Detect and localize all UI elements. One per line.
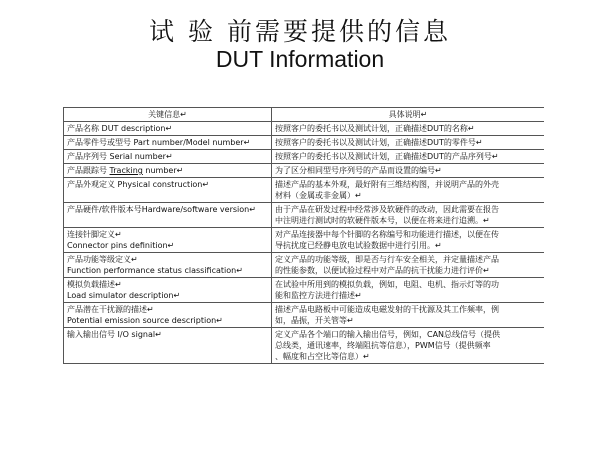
key-line: 输入输出信号 I/O signal↵ [67, 330, 162, 339]
key-line: 模拟负载描述↵ [67, 280, 122, 289]
key-line [67, 165, 268, 176]
dut-info-table [63, 107, 544, 364]
desc-line: 如，晶振，开关管等↵ [275, 316, 354, 325]
row-desc-cell [272, 228, 545, 253]
key-line: 连接针脚定义↵ [67, 230, 122, 239]
row-key-cell [64, 303, 272, 328]
row-desc-cell [272, 203, 545, 228]
page-subtitle: DUT Information [215, 46, 385, 72]
key-line: 产品零件号或型号 Part number/Model number↵ [67, 138, 251, 147]
key-suffix: number↵ [142, 166, 184, 175]
row-desc-cell [272, 122, 545, 136]
row-desc-cell [272, 328, 545, 364]
desc-line: 的性能参数，以便试验过程中对产品的抗干扰能力进行评价↵ [275, 266, 490, 275]
row-desc-cell [272, 150, 545, 164]
row-desc-cell [272, 303, 545, 328]
dut-info-table-container [63, 107, 544, 364]
desc-line: 总线类，通讯速率，终端阻抗等信息），PWM信号（提供频率 [275, 341, 491, 350]
desc-line: 对产品连接器中每个针脚的名称编号和功能进行描述，以便在传 [275, 230, 499, 239]
desc-line: 描述产品的基本外观，最好附有三维结构图，并说明产品的外壳 [275, 180, 499, 189]
row-desc-cell [272, 178, 545, 203]
row-key-cell [64, 150, 272, 164]
desc-line: 导抗扰度已经静电放电试验数据中进行引用。↵ [275, 241, 442, 250]
key-line: 产品功能等级定义↵ [67, 255, 138, 264]
header-description: 具体说明↵ [272, 108, 545, 122]
key-line: Function performance status classification↵ [67, 266, 243, 275]
desc-line: 、幅度和占空比等信息）↵ [275, 352, 370, 361]
row-key-cell [64, 203, 272, 228]
table-header-row [64, 108, 545, 122]
key-underlined-word: Tracking [109, 166, 143, 175]
row-desc-cell [272, 253, 545, 278]
header-key-info: 关键信息↵ [64, 108, 272, 122]
desc-line: 按照客户的委托书以及测试计划，正确描述DUT的零件号↵ [275, 138, 483, 147]
table-row [64, 303, 545, 328]
table-row [64, 164, 545, 178]
key-line: 产品外观定义 Physical construction↵ [67, 180, 210, 189]
desc-line: 为了区分相同型号序列号的产品而设置的编号↵ [275, 166, 442, 175]
row-key-cell [64, 178, 272, 203]
table-row [64, 150, 545, 164]
table-row [64, 136, 545, 150]
desc-line: 材料（金属或非金属）↵ [275, 191, 362, 200]
row-key-cell [64, 122, 272, 136]
desc-line: 中注明进行测试时的软硬件版本号，以便在将来进行追溯。↵ [275, 216, 490, 225]
key-line: Connector pins definition↵ [67, 241, 175, 250]
desc-line: 定义产品的功能等级，即是否与行车安全相关，并定量描述产品 [275, 255, 499, 264]
table-row [64, 203, 545, 228]
key-line: 产品潜在干扰源的描述↵ [67, 305, 154, 314]
key-line: 产品名称 DUT description↵ [67, 124, 173, 133]
desc-line: 能和监控方法进行描述↵ [275, 291, 362, 300]
row-desc-cell [272, 136, 545, 150]
desc-line: 描述产品电路板中可能造成电磁发射的干扰源及其工作频率，例 [275, 305, 499, 314]
row-key-cell [64, 164, 272, 178]
table-row [64, 122, 545, 136]
key-line: Load simulator description↵ [67, 291, 181, 300]
table-row [64, 328, 545, 364]
desc-line: 在试验中所用到的模拟负载，例如，电阻、电机、指示灯等的功 [275, 280, 499, 289]
row-key-cell [64, 278, 272, 303]
key-line: 产品序列号 Serial number↵ [67, 152, 173, 161]
key-line: 产品硬件/软件版本号Hardware/software version↵ [67, 205, 256, 214]
key-prefix: 产品跟踪号 [67, 166, 110, 175]
table-row [64, 178, 545, 203]
row-key-cell [64, 328, 272, 364]
desc-line: 由于产品在研发过程中经常涉及软硬件的改动，因此需要在报告 [275, 205, 499, 214]
desc-line: 按照客户的委托书以及测试计划，正确描述DUT的产品序列号↵ [275, 152, 499, 161]
table-row [64, 228, 545, 253]
row-key-cell [64, 253, 272, 278]
row-key-cell [64, 228, 272, 253]
row-key-cell [64, 136, 272, 150]
row-desc-cell [272, 278, 545, 303]
table-row [64, 253, 545, 278]
key-line: Potential emission source description↵ [67, 316, 223, 325]
page-title: 试 验 前需要提供的信息 [149, 17, 451, 46]
table-row [64, 278, 545, 303]
row-desc-cell [272, 164, 545, 178]
desc-line: 定义产品各个端口的输入输出信号，例如，CAN总线信号（提供 [275, 330, 501, 339]
desc-line: 按照客户的委托书以及测试计划，正确描述DUT的名称↵ [275, 124, 475, 133]
